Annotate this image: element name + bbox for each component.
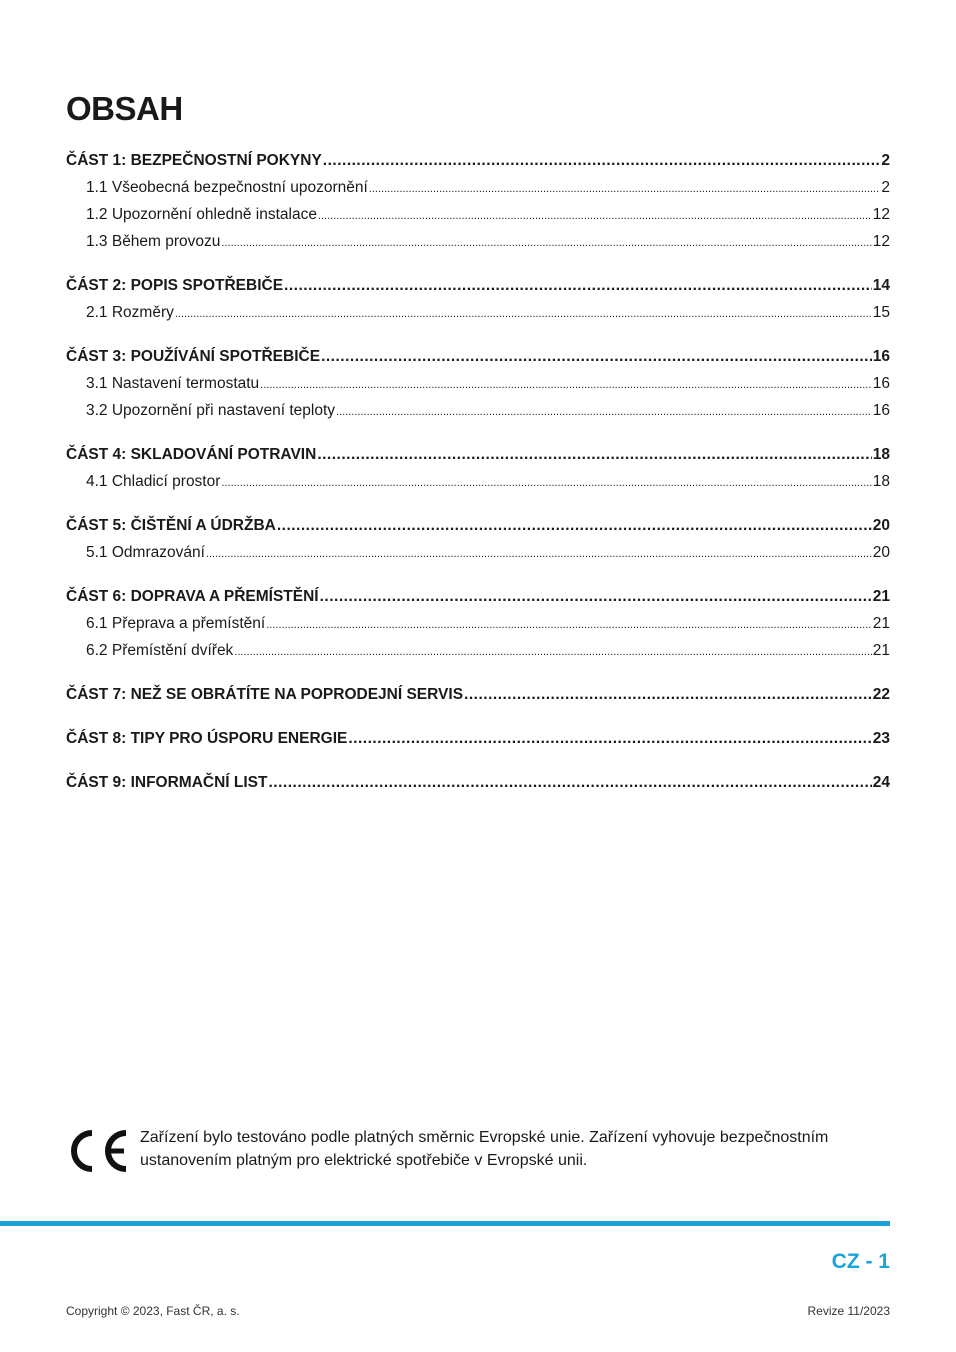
page-title: OBSAH	[66, 90, 183, 127]
toc-label: 6.2 Přemístění dvířek	[86, 642, 234, 659]
toc-leader-dots	[284, 272, 872, 299]
toc-label: 1.3 Během provozu	[86, 233, 221, 250]
toc-section-2[interactable]	[66, 272, 890, 299]
toc-section-7[interactable]	[66, 681, 890, 708]
toc-subsection[interactable]	[66, 174, 890, 201]
toc-leader-dots	[206, 539, 872, 568]
toc-leader-dots	[318, 201, 872, 230]
toc-label: ČÁST 9: INFORMAČNÍ LIST	[66, 774, 268, 791]
toc-page-number: 16	[872, 348, 890, 365]
toc-page-number: 24	[872, 774, 890, 791]
toc-leader-dots	[320, 583, 872, 610]
toc-leader-dots	[175, 299, 872, 328]
ce-notice	[66, 1126, 890, 1176]
toc-leader-dots	[336, 397, 872, 426]
toc-page-number: 21	[872, 642, 890, 659]
toc-section-4[interactable]	[66, 441, 890, 468]
toc-page-number: 20	[872, 517, 890, 534]
toc-label: ČÁST 2: POPIS SPOTŘEBIČE	[66, 277, 284, 294]
toc-subsection[interactable]	[66, 539, 890, 566]
toc-label: ČÁST 6: DOPRAVA A PŘEMÍSTĚNÍ	[66, 588, 319, 605]
toc-label: 3.1 Nastavení termostatu	[86, 375, 260, 392]
toc-page-number: 14	[872, 277, 890, 294]
toc-label: ČÁST 8: TIPY PRO ÚSPORU ENERGIE	[66, 730, 348, 747]
toc-label: 3.2 Upozornění při nastavení teploty	[86, 402, 336, 419]
toc-page-number: 23	[872, 730, 890, 747]
toc-subsection[interactable]	[66, 610, 890, 637]
toc-leader-dots	[221, 468, 871, 497]
toc-section-1[interactable]	[66, 147, 890, 174]
toc-subsection[interactable]	[66, 468, 890, 495]
toc-page-number: 12	[872, 206, 890, 223]
toc-leader-dots	[317, 441, 871, 468]
copyright: Copyright © 2023, Fast ČR, a. s.	[66, 1304, 240, 1318]
toc-page-number: 21	[872, 588, 890, 605]
toc-leader-dots	[266, 610, 872, 639]
toc-leader-dots	[369, 174, 881, 203]
toc-subsection[interactable]	[66, 228, 890, 255]
toc-label: 4.1 Chladicí prostor	[86, 473, 221, 490]
toc-section-8[interactable]	[66, 725, 890, 752]
ce-mark-icon	[66, 1128, 128, 1174]
toc-leader-dots	[234, 637, 871, 666]
toc-leader-dots	[321, 343, 872, 370]
toc-page-number: 16	[872, 402, 890, 419]
toc-label: 5.1 Odmrazování	[86, 544, 205, 561]
toc-leader-dots	[221, 228, 871, 257]
toc-page-number: 15	[872, 304, 890, 321]
toc-label: ČÁST 7: NEŽ SE OBRÁTÍTE NA POPRODEJNÍ SERVIS	[66, 686, 464, 703]
ce-text: Zařízení bylo testováno podle platných směrnic Evropské unie. Zařízení vyhovuje bezpečnostním ustanovením platným pro elektrické spotřebiče v Evropské unii.	[140, 1129, 829, 1169]
toc-leader-dots	[269, 769, 872, 796]
toc-page-number: 18	[872, 473, 890, 490]
toc-label: 2.1 Rozměry	[86, 304, 174, 321]
toc-leader-dots	[277, 512, 872, 539]
table-of-contents	[66, 147, 890, 813]
toc-subsection[interactable]	[66, 397, 890, 424]
toc-subsection[interactable]	[66, 370, 890, 397]
toc-leader-dots	[464, 681, 872, 708]
toc-section-5[interactable]	[66, 512, 890, 539]
toc-subsection[interactable]	[66, 201, 890, 228]
toc-label: 1.2 Upozornění ohledně instalace	[86, 206, 317, 223]
toc-page-number: 21	[872, 615, 890, 632]
revision: Revize 11/2023	[807, 1304, 890, 1318]
toc-page-number: 2	[881, 152, 890, 169]
footer-divider	[0, 1221, 890, 1226]
toc-label: 6.1 Přeprava a přemístění	[86, 615, 266, 632]
toc-subsection[interactable]	[66, 299, 890, 326]
toc-label: ČÁST 1: BEZPEČNOSTNÍ POKYNY	[66, 152, 322, 169]
toc-page-number: 18	[872, 446, 890, 463]
toc-leader-dots	[348, 725, 871, 752]
toc-leader-dots	[260, 370, 872, 399]
toc-section-3[interactable]	[66, 343, 890, 370]
toc-subsection[interactable]	[66, 637, 890, 664]
page-number: CZ - 1	[831, 1250, 890, 1273]
toc-label: ČÁST 3: POUŽÍVÁNÍ SPOTŘEBIČE	[66, 348, 321, 365]
toc-page-number: 12	[872, 233, 890, 250]
toc-page-number: 22	[872, 686, 890, 703]
toc-label: ČÁST 4: SKLADOVÁNÍ POTRAVIN	[66, 446, 317, 463]
toc-page-number: 20	[872, 544, 890, 561]
toc-label: 1.1 Všeobecná bezpečnostní upozornění	[86, 179, 368, 196]
toc-label: ČÁST 5: ČIŠTĚNÍ A ÚDRŽBA	[66, 517, 276, 534]
toc-page-number: 16	[872, 375, 890, 392]
toc-page-number: 2	[881, 179, 890, 196]
toc-leader-dots	[323, 147, 881, 174]
toc-section-6[interactable]	[66, 583, 890, 610]
toc-section-9[interactable]	[66, 769, 890, 796]
